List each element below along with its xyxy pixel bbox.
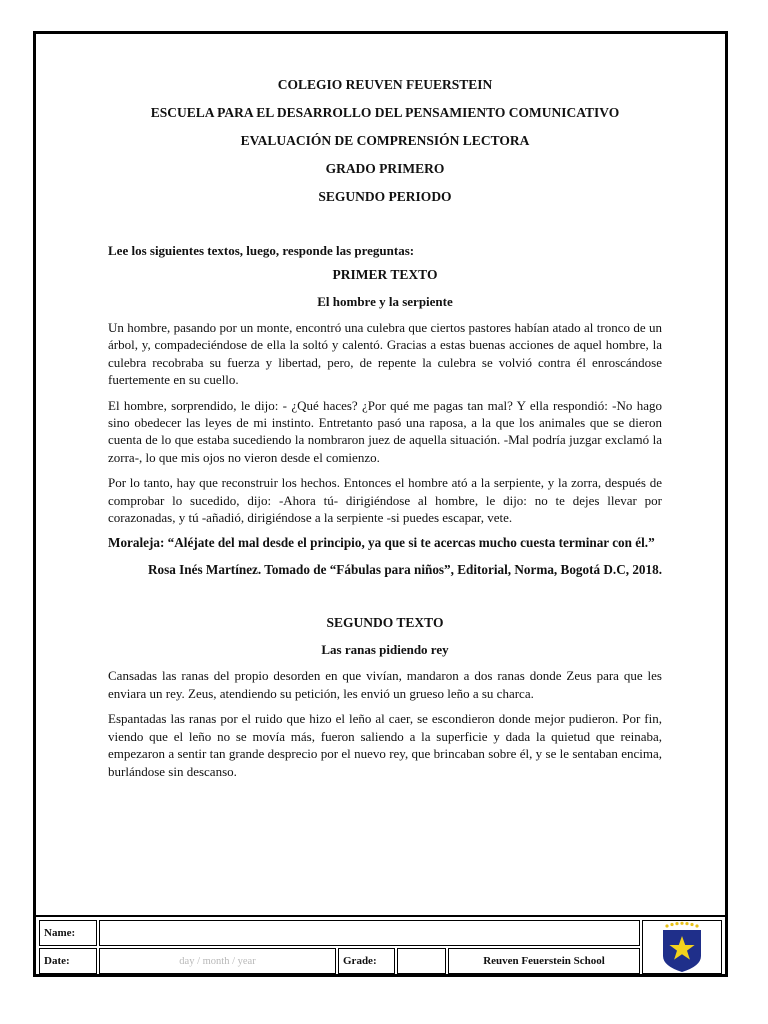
logo-cell (642, 920, 722, 974)
paragraph: El hombre, sorprendido, le dijo: - ¿Qué haces? ¿Por qué me pagas tan mal? Y ella respondió: -No hago sino obedecer las leyes de mi instinto. Entretanto pasó una raposa, a la que los animales que se dieron cuenta de lo que estaba sucediendo la nombraron juez de aquella situación. -Mal podría juzgar exclamó la zorra-, lo que mis ojos no vieron desde el comienzo. (108, 397, 662, 465)
period-heading: SEGUNDO PERIODO (318, 189, 452, 204)
paragraph: Cansadas las ranas del propio desorden en que vivían, mandaron a dos ranas donde Zeus para que les enviara un rey. Zeus, atendiendo su petición, les envió un grueso leño a su charca. (108, 668, 662, 701)
grade-heading: GRADO PRIMERO (325, 161, 445, 176)
paragraph: Por lo tanto, hay que reconstruir los hechos. Entonces el hombre ató a la serpiente, y la zorra, después de comprobar lo sucedido, dijo: -Ahora tú- dirigiéndose al hombre, le dijo: no te dejes llevar por corazonadas, y tú -añadió, dirigiéndose a la serpiente -si puedes escapar, vete. (108, 475, 662, 526)
grade-field[interactable] (397, 948, 446, 974)
second-text-heading: SEGUNDO TEXTO (326, 615, 444, 631)
evaluation-title: EVALUACIÓN DE COMPRENSIÓN LECTORA (240, 133, 530, 148)
date-label: Date: (39, 948, 97, 974)
footer-table (36, 915, 725, 976)
moral: Moraleja: “Aléjate del mal desde el principio, ya que si te acercas mucho cuesta terminar con él.” (108, 535, 655, 551)
paragraph: Espantadas las ranas por el ruido que hizo el leño al caer, se escondieron donde mejor pudieron. Por fin, viendo que el leño no se movía más, fueron saliendo a la superficie y dada la quietud que reinaba, empezaron a sentir tan grande desprecio por el nuevo rey, que brincaban sobre él, y se le sentaban encima, burlándose sin descanso. (108, 711, 662, 779)
school-subtitle: ESCUELA PARA EL DESARROLLO DEL PENSAMIENTO COMUNICATIVO (150, 105, 620, 120)
second-text-title: Las ranas pidiendo rey (321, 642, 449, 658)
school-crest-star-icon (657, 920, 707, 974)
first-text-heading: PRIMER TEXTO (332, 267, 438, 282)
name-label: Name: (39, 920, 97, 946)
grade-label: Grade: (338, 948, 395, 974)
name-field[interactable] (99, 920, 640, 946)
instructions: Lee los siguientes textos, luego, responde las preguntas: (108, 243, 415, 258)
document-body (108, 60, 662, 780)
first-text-title: El hombre y la serpiente (317, 294, 453, 309)
school-name: COLEGIO REUVEN FEUERSTEIN (277, 77, 493, 92)
source-citation: Rosa Inés Martínez. Tomado de “Fábulas para niños”, Editorial, Norma, Bogotá D.C, 2018. (148, 562, 662, 578)
paragraph: Un hombre, pasando por un monte, encontró una culebra que ciertos pastores habían atado al tronco de un árbol, y, compadeciéndose de ella la soltó y calentó. Gracias a estas buenas acciones de aquel hombre, la culebra recobraba su fuerza y libertad, pero, de repente la culebra se volvió contra él enroscándose fuertemente en su cuello. (108, 320, 662, 388)
date-field[interactable]: day / month / year (99, 948, 336, 974)
school-name-cell: Reuven Feuerstein School (448, 948, 640, 974)
